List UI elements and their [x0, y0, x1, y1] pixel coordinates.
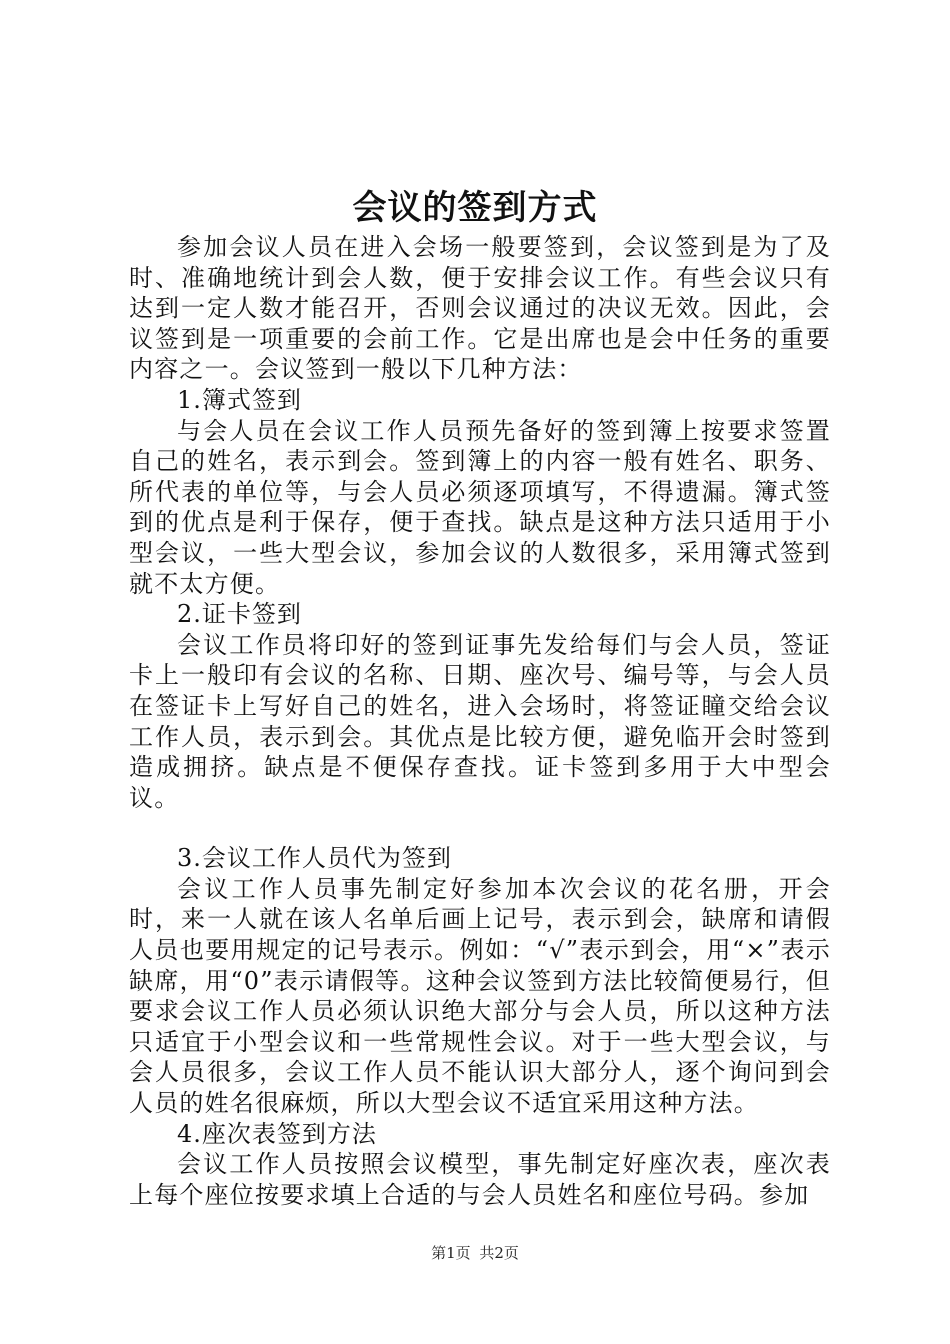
section-paragraph-3: 会议工作人员事先制定好参加本次会议的花名册，开会时，来一人就在该人名单后画上记号，表示到会，缺席和请假人员也要用规定的记号表示。例如：“√”表示到会，用“×”表示缺席，用“0”表示请假等。这种会议签到方法比较简便易行，但要求会议工作人员必须认识绝大部分与会人员，所以这种方法只适宜于小型会议和一些常规性会议。对于一些大型会议，与会人员很多，会议工作人员不能认识大部分人，逐个询问到会人员的姓名很麻烦，所以大型会议不适宜采用这种方法。	[129, 874, 831, 1118]
intro-paragraph: 参加会议人员在进入会场一般要签到，会议签到是为了及时、准确地统计到会人数，便于安排会议工作。有些会议只有达到一定人数才能召开，否则会议通过的决议无效。因此，会议签到是一项重要的会前工作。它是出席也是会中任务的重要内容之一。会议签到一般以下几种方法：	[129, 233, 831, 384]
section-heading-4: 4.座次表签到方法	[177, 1119, 377, 1148]
section-heading-3: 3.会议工作人员代为签到	[177, 844, 452, 873]
section-paragraph-1: 与会人员在会议工作人员预先备好的签到簿上按要求签置自己的姓名，表示到会。签到簿上的内容一般有姓名、职务、所代表的单位等，与会人员必须逐项填写，不得遗漏。簿式签到的优点是利于保存，便于查找。缺点是这种方法只适用于小型会议，一些大型会议，参加会议的人数很多，采用簿式签到就不太方便。	[129, 416, 831, 598]
page-total: 共2页	[479, 1244, 519, 1262]
section-paragraph-2: 会议工作员将印好的签到证事先发给每们与会人员，签证卡上一般印有会议的名称、日期、座次号、编号等，与会人员在签证卡上写好自己的姓名，进入会场时，将签证瞳交给会议工作人员，表示到会。其优点是比较方便，避免临开会时签到造成拥挤。缺点是不便保存查找。证卡签到多用于大中型会议。	[129, 630, 831, 812]
page-footer	[0, 1243, 950, 1263]
section-heading-1: 1.簿式签到	[177, 385, 302, 414]
paragraph-spacer	[129, 813, 831, 843]
section-heading-2: 2.证卡签到	[177, 600, 302, 629]
document-title: 会议的签到方式	[352, 188, 598, 228]
document-body	[129, 232, 831, 1210]
page-number: 第1页	[431, 1244, 471, 1262]
section-paragraph-4: 会议工作人员按照会议模型，事先制定好座次表，座次表上每个座位按要求填上合适的与会人员姓名和座位号码。参加	[129, 1150, 831, 1209]
